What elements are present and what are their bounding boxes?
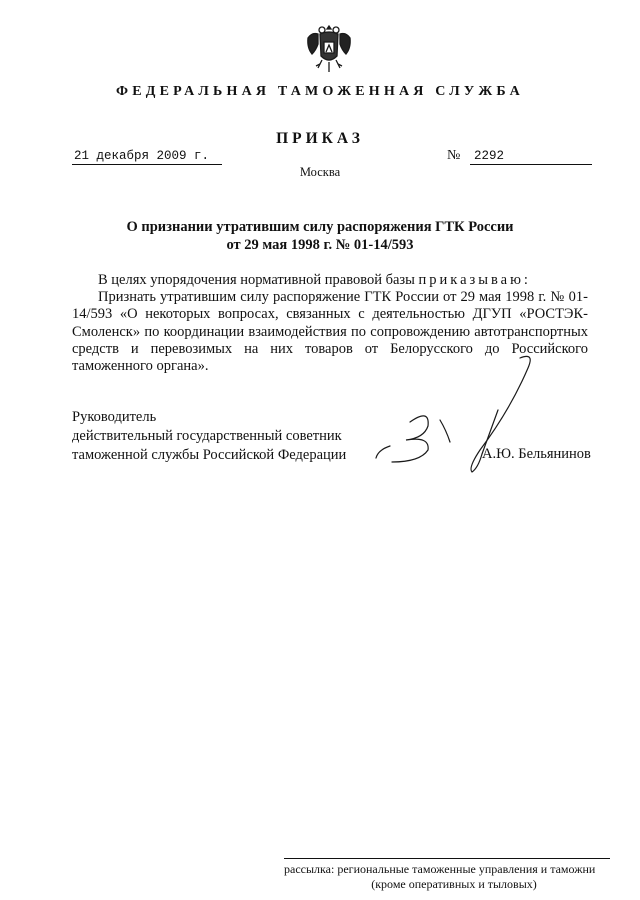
- intro-paragraph: [72, 272, 588, 289]
- position-line-1: Руководитель: [72, 409, 157, 425]
- document-type: ПРИКАЗ: [276, 130, 364, 147]
- city: Москва: [299, 165, 341, 179]
- distribution-divider: [284, 858, 610, 859]
- signatory-position: [72, 408, 346, 465]
- double-headed-eagle-emblem-icon: [304, 22, 354, 76]
- document-title: [0, 218, 640, 254]
- agency-name: ФЕДЕРАЛЬНАЯ ТАМОЖЕННАЯ СЛУЖБА: [116, 84, 524, 99]
- order-date: 21 декабря 2009 г.: [72, 148, 222, 165]
- signatory-name: А.Ю. Бельянинов: [482, 446, 591, 462]
- intro-text: В целях упорядочения нормативной правовой базы: [98, 272, 415, 288]
- intro-order-word: приказываю:: [418, 272, 531, 288]
- order-number-label: №: [447, 148, 461, 163]
- distribution-line-2: (кроме оперативных и тыловых): [371, 877, 537, 891]
- distribution-list: [284, 862, 614, 892]
- order-number: 2292: [470, 148, 592, 165]
- position-line-2: действительный государственный советник: [72, 428, 342, 444]
- distribution-line-1: рассылка: региональные таможенные управления и таможни: [284, 862, 596, 876]
- title-line-2: от 29 мая 1998 г. № 01-14/593: [226, 237, 414, 253]
- position-line-3: таможенной службы Российской Федерации: [72, 447, 347, 463]
- main-paragraph: Признать утратившим силу распоряжение ГТК России от 29 мая 1998 г. № 01-14/593 «О некоторых вопросах, связанных с деятельностью ДГУП «РОСТЭК-Смоленск» по координации взаимодействия по сопровождению автотранспортных средств и перевозимых на них товаров от Белорусского до Российского таможенного органа».: [72, 289, 588, 375]
- title-line-1: О признании утратившим силу распоряжения ГТК России: [126, 219, 514, 235]
